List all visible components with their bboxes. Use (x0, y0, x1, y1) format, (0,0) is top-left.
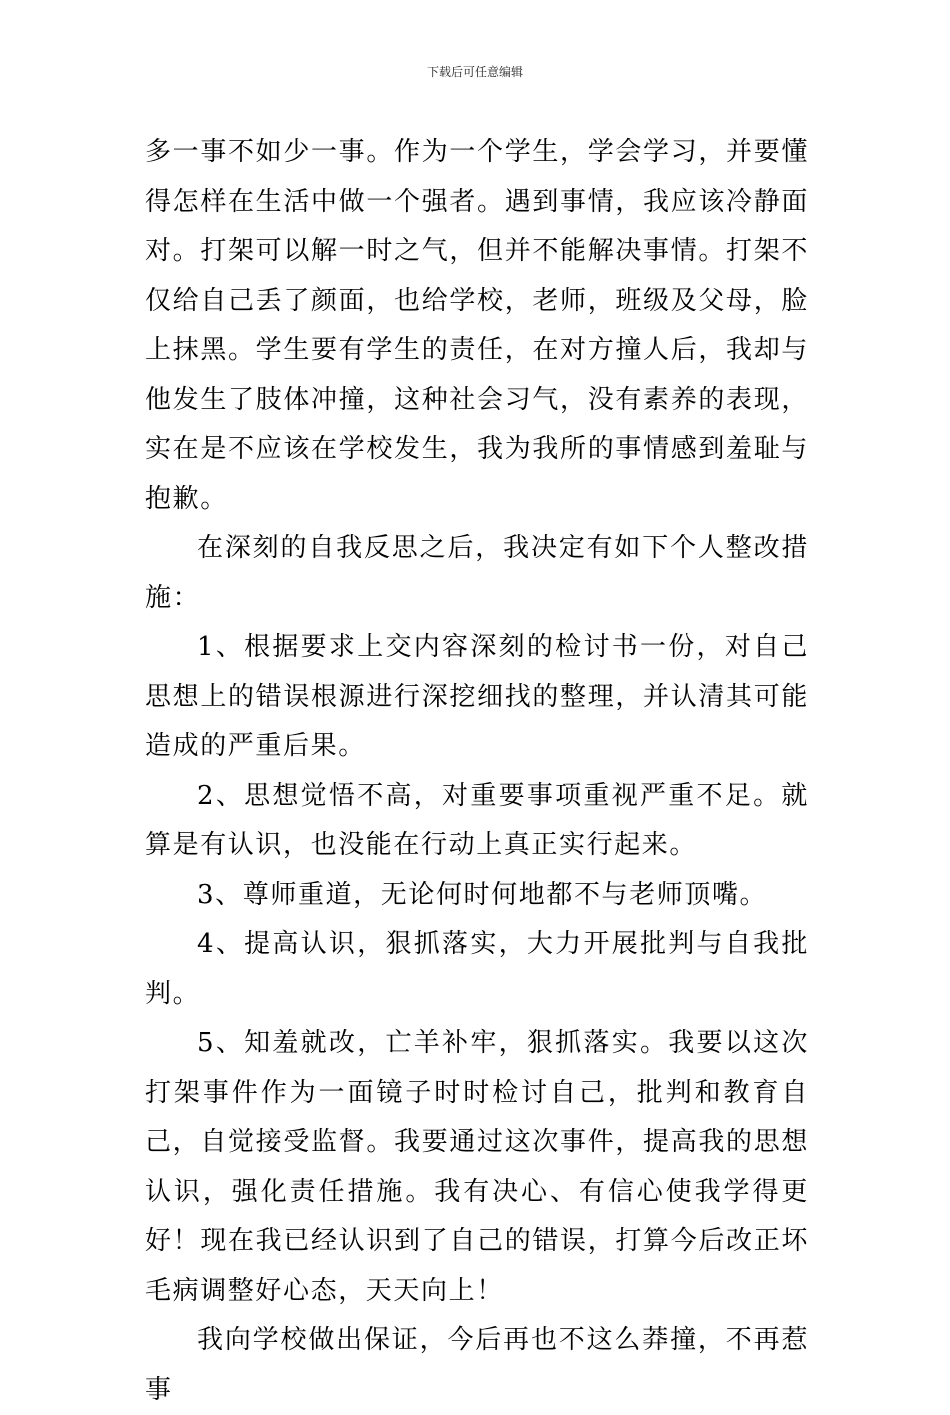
paragraph-2: 在深刻的自我反思之后，我决定有如下个人整改措施： (145, 533, 809, 613)
document-body (145, 128, 809, 1415)
paragraph-6: 4、提高认识，狠抓落实，大力开展批判与自我批判。 (145, 929, 809, 1009)
paragraph-4: 2、思想觉悟不高，对重要事项重视严重不足。就算是有认识，也没能在行动上真正实行起来。 (145, 780, 809, 860)
paragraph-7: 5、知羞就改，亡羊补牢，狠抓落实。我要以这次打架事件作为一面镜子时时检讨自己，批判和教育自己，自觉接受监督。我要通过这次事件，提高我的思想认识，强化责任措施。我有决心、有信心使我学得更好！现在我已经认识到了自己的错误，打算今后改正坏毛病调整好心态，天天向上！ (145, 1028, 809, 1306)
paragraph-8: 我向学校做出保证，今后再也不这么莽撞，不再惹事 (145, 1325, 809, 1405)
page-header: 下载后可任意编辑 (426, 65, 523, 79)
paragraph-5: 3、尊师重道，无论何时何地都不与老师顶嘴。 (197, 879, 768, 910)
paragraph-1: 多一事不如少一事。作为一个学生，学会学习，并要懂得怎样在生活中做一个强者。遇到事情，我应该冷静面对。打架可以解一时之气，但并不能解决事情。打架不仅给自己丢了颜面，也给学校，老师，班级及父母，脸上抹黑。学生要有学生的责任，在对方撞人后，我却与他发生了肢体冲撞，这种社会习气，没有素养的表现，实在是不应该在学校发生，我为我所的事情感到羞耻与抱歉。 (145, 137, 809, 514)
paragraph-3: 1、根据要求上交内容深刻的检讨书一份，对自己思想上的错误根源进行深挖细找的整理，并认清其可能造成的严重后果。 (145, 632, 809, 761)
